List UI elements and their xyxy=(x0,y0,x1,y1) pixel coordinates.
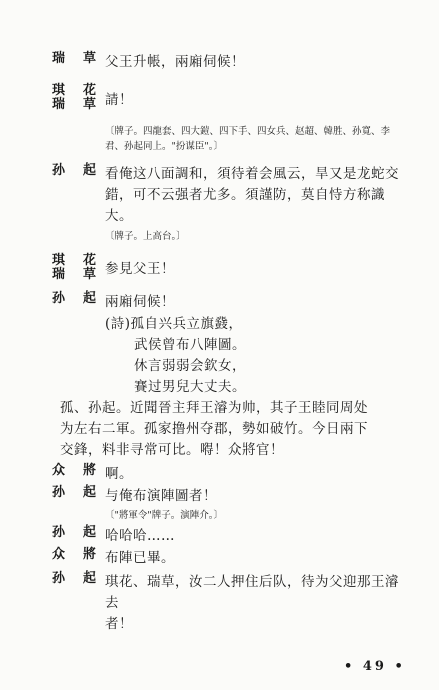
page-number: • 49 • xyxy=(344,659,406,674)
dialogue-text: 参見父王！ xyxy=(105,261,175,277)
speaker: 众 將 xyxy=(52,547,96,562)
speaker: 众 將 xyxy=(52,463,96,478)
speaker: 孙 起 xyxy=(52,485,96,500)
dialogue-text: 看俺这八面調和，須待着会風云，旱又是龙蛇交 錯，可不云强者尤多。須謹防，莫自恃方称識 大。 xyxy=(105,166,399,224)
dialogue-text: 哈哈哈…… xyxy=(105,528,175,544)
dialogue-text: 与俺布演陣圖者！ xyxy=(105,488,217,504)
dialogue-text: 父王升帳，兩廂伺候！ xyxy=(105,54,245,70)
speaker: 琪 花 瑞 草 xyxy=(52,253,96,282)
dialogue-text: 琪花、瑞草，汝二人押住后队，待为父迎那王濬去 者！ xyxy=(105,574,399,632)
dialogue-text: 兩廂伺候！ xyxy=(105,294,175,310)
speaker: 孙 起 xyxy=(52,163,96,178)
speaker: 瑞 草 xyxy=(52,51,96,66)
speaker: 孙 起 xyxy=(52,291,96,306)
document-page: 瑞 草 父王升帳，兩廂伺候！ 琪 花 瑞 草 請！ 〔牌子。四龍套、四大鎧、四下手、四女兵、赵超、韓胜、孙寬、李君、孙起同上。"扮谋臣"。〕 孙 起 看俺这八面調和，須待着会風云，旱又是龙蛇交 錯，可不云强者尤多。須謹防，莫自恃方称識 大。 〔牌子。上高台。〕 琪 花 瑞 草 参見父王！ 孙 起 兩廂伺候！ (詩)孤自兴兵立旗鼗， 武侯曾布八陣圖。 休言弱弱会欽女， 賽过男兒大丈夫。 孤、孙起。近聞晉主拜王濬为帅，其子王睦同周处 为左右二軍。孤家撸州夺郡，勢如破竹。今日兩下 交鋒，料非寻常可比。嘚！众將官！ 众 將 啊。 孙 起 与俺布演陣圖者！ 〔"將軍令"牌子。演陣介。〕 孙 起 哈哈哈…… 众 將 布陣已畢。 孙 起 琪花、瑞草，汝二人押住后队，待为父迎那王濬去 者！ • 49 • xyxy=(52,51,406,674)
poem-line: 賽过男兒大丈夫。 xyxy=(134,379,246,395)
speaker: 孙 起 xyxy=(52,525,96,540)
dialogue-text: 請！ xyxy=(105,92,133,108)
speaker: 孙 起 xyxy=(52,571,96,586)
dialogue-text: 啊。 xyxy=(105,466,133,482)
dialogue-text: 布陣已畢。 xyxy=(105,550,175,566)
poem-line: (詩)孤自兴兵立旗鼗， xyxy=(105,316,243,332)
poem-line: 武侯曾布八陣圖。 xyxy=(134,337,246,353)
speaker: 琪 花 瑞 草 xyxy=(52,83,96,112)
poem-line: 休言弱弱会欽女， xyxy=(134,358,246,374)
